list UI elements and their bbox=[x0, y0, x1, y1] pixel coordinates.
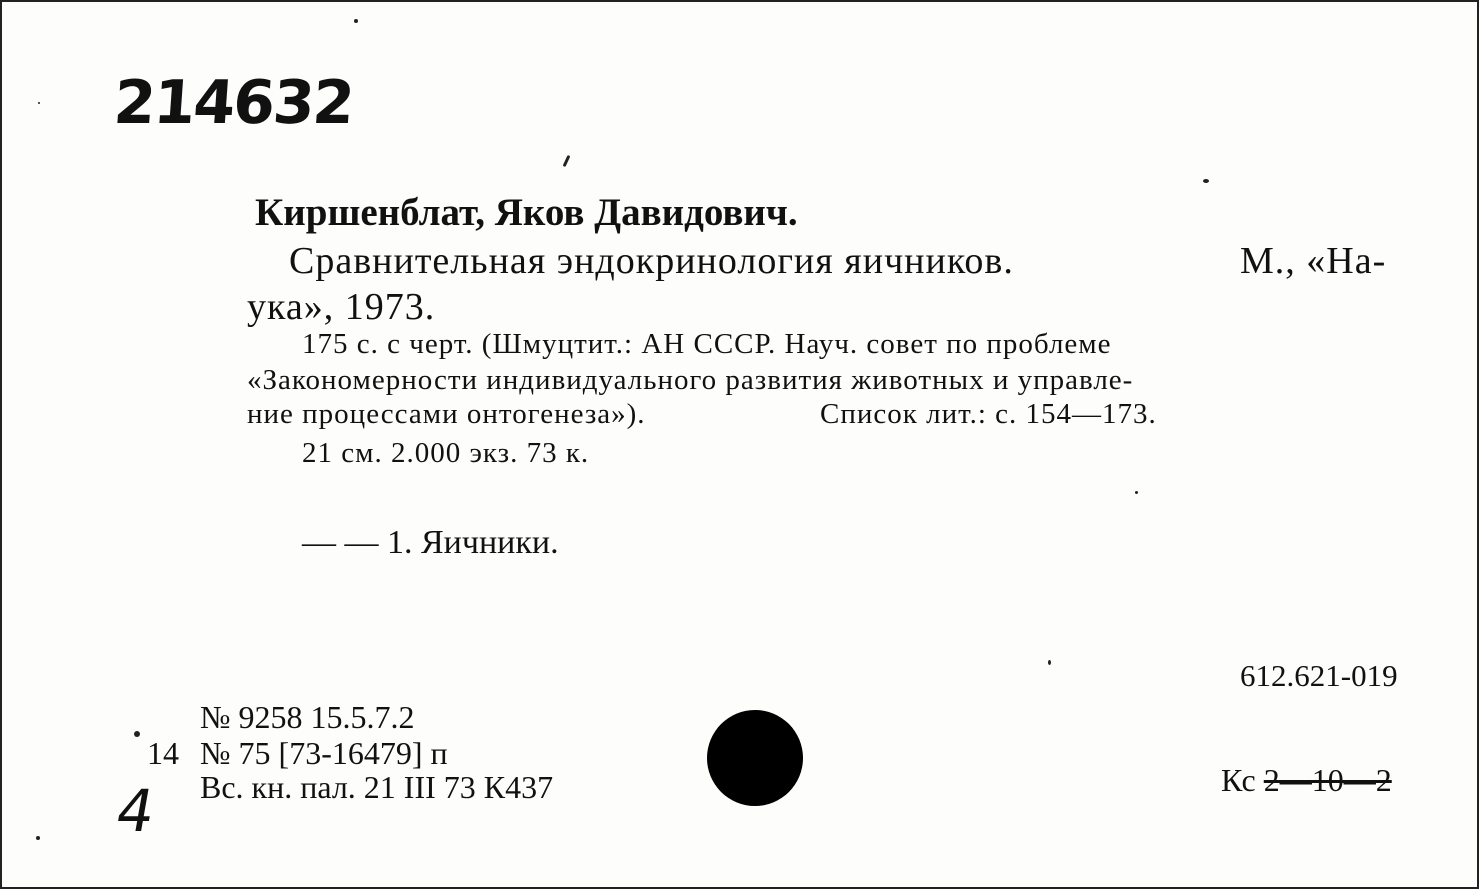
accession-number: 214632 bbox=[111, 68, 355, 138]
title-line-2: ука», 1973. bbox=[247, 286, 436, 328]
bibliography-note: Список лит.: с. 154—173. bbox=[820, 398, 1157, 430]
speck bbox=[354, 19, 358, 23]
publisher-part-1: М., «На- bbox=[1240, 240, 1387, 282]
description-line-4: 21 см. 2.000 экз. 73 к. bbox=[302, 437, 590, 469]
subject-heading: — — 1. Яичники. bbox=[302, 524, 559, 561]
speck bbox=[36, 836, 40, 840]
title-line-1: Сравнительная эндокринология яичников. bbox=[289, 240, 1014, 282]
catalog-code-value: 2—10—2 bbox=[1263, 762, 1392, 798]
speck bbox=[563, 155, 571, 167]
order-line-2: № 75 [73-16479] п bbox=[200, 735, 448, 771]
handwritten-mark: 4 bbox=[111, 777, 160, 845]
description-line-1: 175 с. с черт. (Шмуцтит.: АН СССР. Науч. совет по проблеме bbox=[302, 328, 1112, 360]
description-line-2: «Закономерности индивидуального развития животных и управле- bbox=[247, 364, 1134, 396]
speck bbox=[1048, 660, 1051, 665]
speck bbox=[38, 102, 40, 104]
author-heading: Киршенблат, Яков Давидович. bbox=[255, 191, 798, 234]
order-number-prefix: 14 bbox=[147, 735, 179, 771]
speck bbox=[1135, 491, 1138, 494]
speck bbox=[1203, 179, 1209, 183]
order-line-3: Вс. кн. пал. 21 III 73 К437 bbox=[200, 769, 554, 805]
order-line-1: № 9258 15.5.7.2 bbox=[200, 699, 415, 735]
catalog-code bbox=[1221, 762, 1392, 799]
description-line-3: ние процессами онтогенеза»). bbox=[247, 398, 646, 430]
udc-classification: 612.621-019 bbox=[1240, 658, 1398, 693]
punch-hole bbox=[707, 710, 803, 806]
catalog-code-prefix: Кс bbox=[1221, 762, 1256, 798]
speck bbox=[134, 731, 140, 737]
